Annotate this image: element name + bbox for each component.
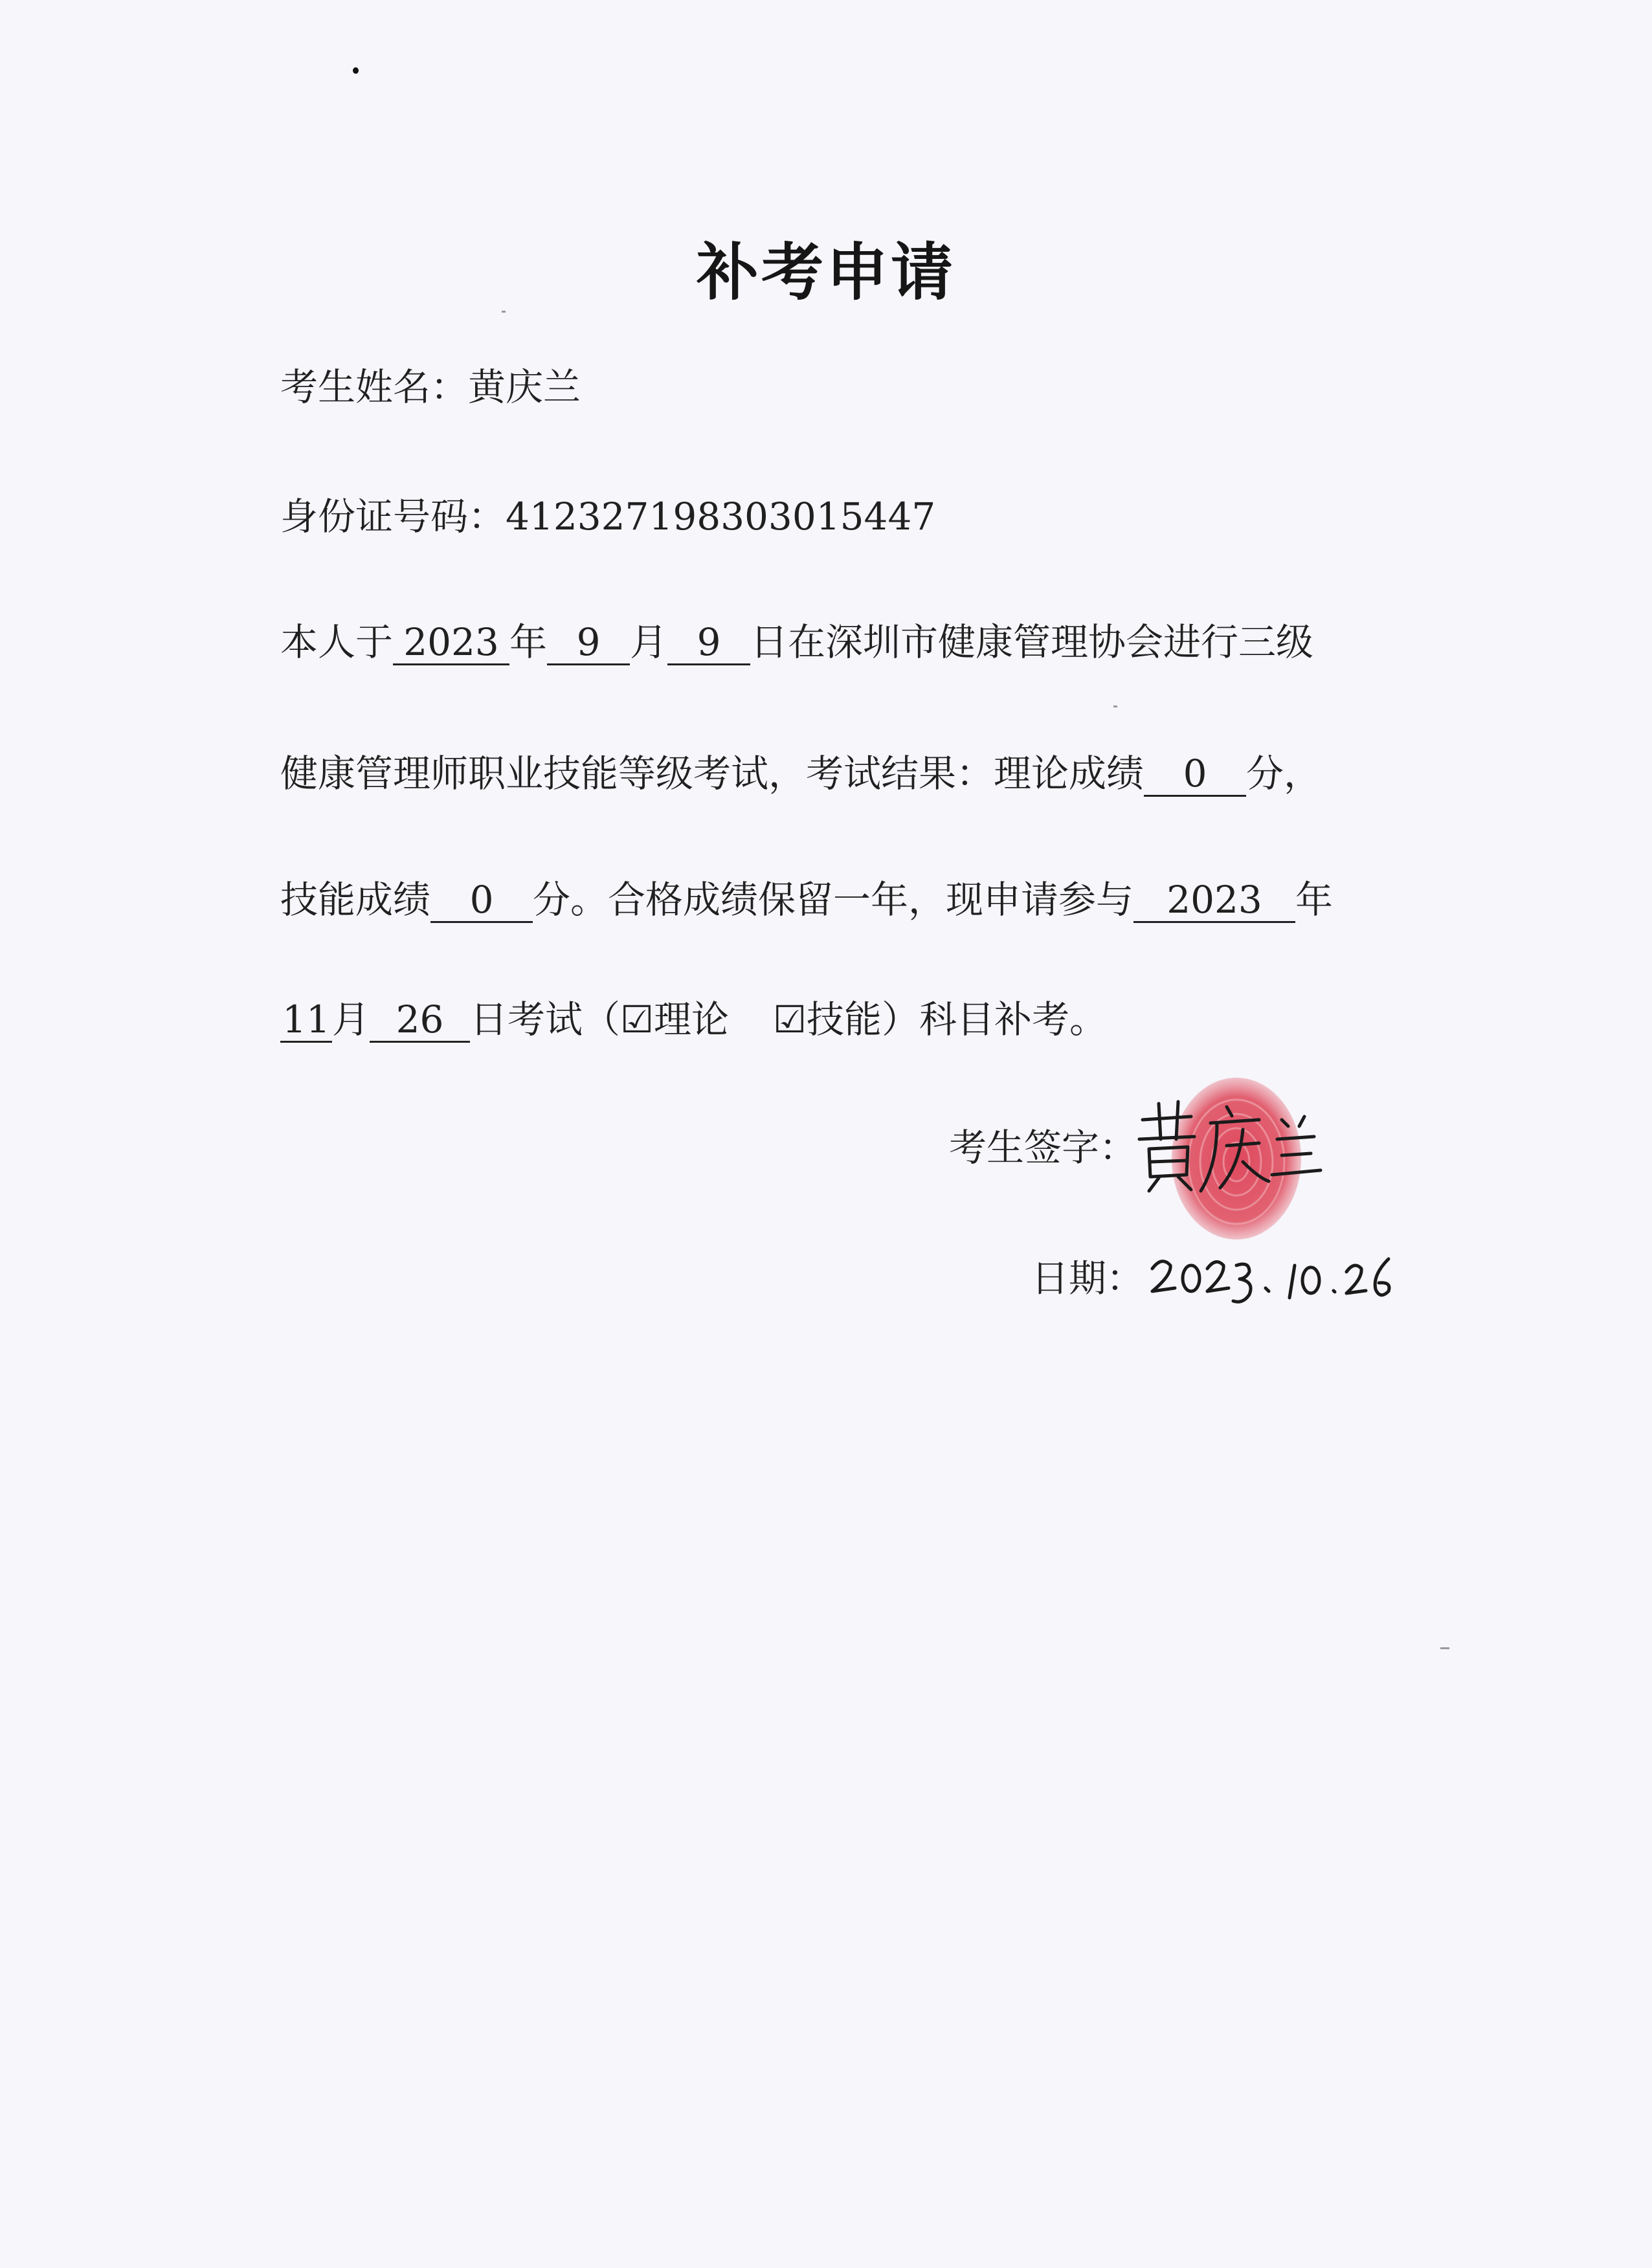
paragraph-line-3 [280,874,1333,926]
id-value: 412327198303015447 [506,495,936,539]
theory-score: 0 [1144,752,1246,797]
name-label: 考生姓名： [280,365,469,409]
name-line [280,361,581,413]
p3-prefix: 技能成绩 [280,878,431,922]
retake-month: 11 [280,998,332,1043]
skill-option: ☑技能 [773,997,882,1041]
paragraph-line-1 [280,616,1313,668]
retake-year: 2023 [1133,878,1295,923]
signature-label: 考生签字： [949,1126,1137,1170]
month-text-2: 月 [332,997,370,1041]
p4-middle: 日考试（ [470,997,621,1041]
document-title: 补考申请 [697,236,955,309]
p1-suffix: 日在深圳市健康管理协会进行三级 [750,620,1314,664]
paper-speck [1113,706,1117,707]
handwritten-date [1146,1243,1405,1320]
skill-score: 0 [430,878,533,923]
paper-speck [1440,1647,1449,1649]
handwritten-signature [1130,1094,1324,1197]
p2-suffix: 分， [1246,751,1322,795]
ink-dot [353,67,359,74]
p4-suffix: ）科目补考。 [882,997,1108,1041]
theory-option: ☑理论 [620,997,730,1041]
retake-day: 26 [370,998,470,1043]
paragraph-line-4 [280,994,1107,1045]
p3-suffix: 年 [1295,878,1334,922]
p2-prefix: 健康管理师职业技能等级考试，考试结果：理论成绩 [280,751,1144,795]
exam-year: 2023 [393,621,509,665]
date-label: 日期： [1031,1256,1144,1300]
exam-day: 9 [667,621,750,665]
paper-speck [502,311,506,313]
name-value: 黄庆兰 [468,365,581,409]
p1-prefix: 本人于 [280,620,394,664]
exam-month: 9 [547,621,630,665]
year-text: 年 [509,620,548,664]
month-text: 月 [630,620,668,664]
paragraph-line-2 [280,748,1321,799]
p3-middle: 分。合格成绩保留一年，现申请参与 [533,878,1134,922]
id-line [280,491,935,542]
id-label: 身份证号码： [280,495,506,539]
